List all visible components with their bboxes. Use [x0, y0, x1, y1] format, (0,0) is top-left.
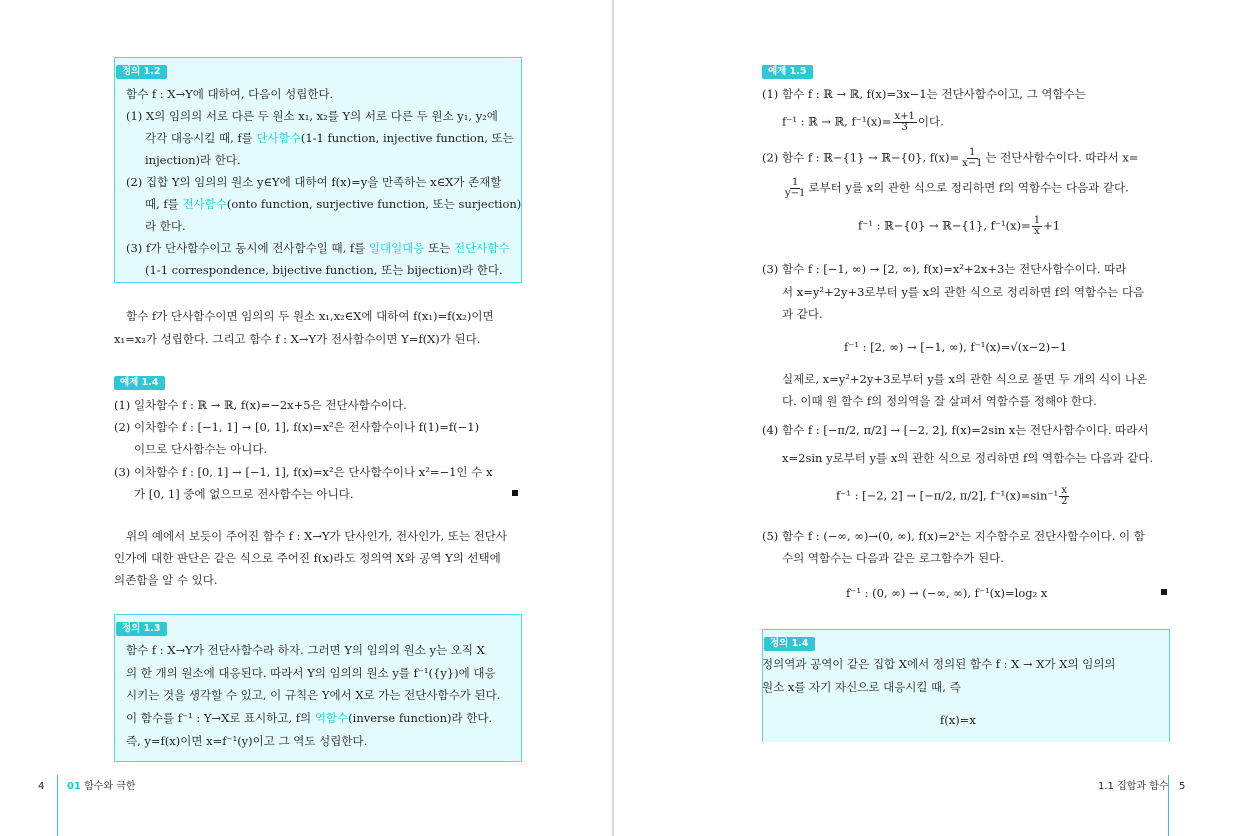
paragraph-line: 위의 예에서 보듯이 주어진 함수 f : X→Y가 단사인가, 전사인가, 또는 전단사 [126, 529, 508, 543]
chapter-title: 함수와 극한 [84, 781, 136, 792]
term-inverse-function: 역함수 [314, 711, 349, 725]
example-1-4-tag: 예제 1.4 [114, 376, 165, 390]
fraction: $\frac{x}{2}$ [1061, 485, 1068, 507]
left-page [0, 0, 612, 836]
footer-rule [57, 775, 58, 836]
ex14-line: (2) 이차함수 f : [−1, 1] → [0, 1], f(x)=x²은 전사함수이나 f(1)=f(−1) [114, 420, 480, 434]
display-equation: f(x)=x [940, 713, 976, 727]
ex15-line: 다. 이때 원 함수 f의 정의역을 잘 살펴서 역함수를 정해야 한다. [782, 394, 1097, 408]
right-page [614, 0, 1236, 836]
fraction: $\frac{1}{x}$ [1033, 215, 1041, 237]
end-of-proof-mark [1161, 589, 1167, 595]
fraction: $\frac{1}{y-1}$ [785, 177, 806, 199]
page-number: 5 [1179, 781, 1186, 792]
definition-1-3-tag: 정의 1.3 [116, 622, 167, 636]
definition-1-4-tag: 정의 1.4 [764, 637, 815, 651]
display-equation: f⁻¹ : [2, ∞) → [−1, ∞), f⁻¹(x)=√(x−2)−1 [844, 340, 1068, 354]
def12-line: 때, f를 전사함수(onto function, surjective function, 또는 surjection) [145, 197, 522, 211]
paragraph-line: 인가에 대한 판단은 같은 식으로 주어진 f(x)라도 정의역 X와 공역 Y의 선택에 [114, 551, 501, 565]
term-surjective: 전사함수 [182, 197, 227, 211]
definition-1-2-tag: 정의 1.2 [116, 65, 167, 79]
ex15-line: (2) 함수 f : ℝ−{1} → ℝ−{0}, f(x)= $\frac{1}{x-1}$ 는 전단사함수이다. 따라서 x= [762, 147, 1139, 169]
paragraph-line: 함수 f가 단사함수이면 임의의 두 원소 x₁,x₂∈X에 대하여 f(x₁)=f(x₂)이면 [126, 309, 494, 323]
ex15-line: (3) 함수 f : [−1, ∞) → [2, ∞), f(x)=x²+2x+3는 전단사함수이다. 따라 [762, 262, 1127, 276]
paragraph-line: 의존함을 알 수 있다. [114, 573, 218, 587]
section-footer: 1.1 집합과 함수 [1098, 781, 1169, 792]
def13-line: 즉, y=f(x)이면 x=f⁻¹(y)이고 그 역도 성립한다. [126, 734, 368, 748]
def12-line: (1-1 correspondence, bijective function, 또는 bijection)라 한다. [145, 263, 503, 277]
def12-line: injection)라 한다. [145, 153, 241, 167]
page-number: 4 [38, 781, 45, 792]
def12-line: (2) 집합 Y의 임의의 원소 y∈Y에 대하여 f(x)=y을 만족하는 x∈X가 존재할 [126, 175, 502, 189]
def13-line: 의 한 개의 원소에 대응된다. 따라서 Y의 임의의 원소 y를 f⁻¹({y})에 대응 [126, 666, 496, 680]
def12-line: (3) f가 단사함수이고 동시에 전사함수일 때, f를 일대일대응 또는 전단사함수 [126, 241, 510, 255]
def13-line: 시키는 것을 생각할 수 있고, 이 규칙은 Y에서 X로 가는 전단사함수가 된다. [126, 688, 501, 702]
term-bijective: 전단사함수 [453, 241, 510, 255]
def12-line: 라 한다. [145, 219, 186, 233]
ex15-line: $\frac{1}{y-1}$ 로부터 y를 x의 관한 식으로 정리하면 f의 역함수는 다음과 같다. [785, 177, 1129, 199]
paragraph-line: x₁=x₂가 성립한다. 그리고 함수 f : X→Y가 전사함수이면 Y=f(X)가 된다. [114, 332, 481, 346]
ex15-line: 과 같다. [782, 307, 823, 321]
ex15-line: (1) 함수 f : ℝ → ℝ, f(x)=3x−1는 전단사함수이고, 그 역함수는 [762, 87, 1086, 101]
fraction: $\frac{x+1}{3}$ [894, 111, 915, 133]
def13-line: 이 함수를 f⁻¹ : Y→X로 표시하고, f의 역함수(inverse function)라 한다. [126, 711, 493, 725]
def14-line: 원소 x를 자기 자신으로 대응시킬 때, 즉 [762, 680, 961, 694]
chapter-number: 01 [67, 781, 81, 792]
end-of-proof-mark [512, 490, 518, 496]
def12-line: (1) X의 임의의 서로 다른 두 원소 x₁, x₂를 Y의 서로 다른 두 원소 y₁, y₂에 [126, 109, 498, 123]
fraction: $\frac{1}{x-1}$ [962, 147, 983, 169]
ex15-line: (5) 함수 f : (−∞, ∞)→(0, ∞), f(x)=2ˣ는 지수함수로 전단사함수이다. 이 함 [762, 529, 1145, 543]
ex15-line: 수의 역함수는 다음과 같은 로그함수가 된다. [782, 551, 1004, 565]
ex15-line: 실제로, x=y²+2y+3로부터 y를 x의 관한 식으로 풀면 두 개의 식이 나온 [782, 372, 1148, 386]
term-one-to-one: 일대일대응 [368, 241, 425, 255]
ex15-line: 서 x=y²+2y+3로부터 y를 x의 관한 식으로 정리하면 f의 역함수는 다음 [782, 285, 1145, 299]
ex14-line: (3) 이차함수 f : [0, 1] → [−1, 1], f(x)=x²은 단사함수이나 x²=−1인 수 x [114, 465, 493, 479]
example-1-5-tag: 예제 1.5 [762, 65, 813, 79]
display-equation: f⁻¹ : ℝ−{0} → ℝ−{1}, f⁻¹(x)= $\frac{1}{x}$ +1 [858, 215, 1061, 237]
def12-line: 함수 f : X→Y에 대하여, 다음이 성립한다. [126, 87, 334, 101]
term-injective: 단사함수 [256, 131, 301, 145]
ex14-line: 이므로 단사함수는 아니다. [134, 442, 268, 456]
chapter-footer [67, 780, 136, 794]
display-equation: f⁻¹ : [−2, 2] → [−π/2, π/2], f⁻¹(x)=sin⁻¹ $\frac{x}{2}$ [836, 485, 1068, 507]
ex15-line: (4) 함수 f : [−π/2, π/2] → [−2, 2], f(x)=2sin x는 전단사함수이다. 따라서 [762, 423, 1149, 437]
ex14-line: (1) 일차함수 f : ℝ → ℝ, f(x)=−2x+5은 전단사함수이다. [114, 398, 407, 412]
def13-line: 함수 f : X→Y가 전단사함수라 하자. 그러면 Y의 임의의 원소 y는 오직 X [126, 643, 485, 657]
ex15-line: x=2sin y로부터 y를 x의 관한 식으로 정리하면 f의 역함수는 다음과 같다. [782, 451, 1153, 465]
ex15-line: f⁻¹ : ℝ → ℝ, f⁻¹(x)= $\frac{x+1}{3}$ 이다. [782, 111, 944, 133]
ex14-line: 가 [0, 1] 중에 없으므로 전사함수는 아니다. [134, 487, 354, 501]
def12-line: 각각 대응시킬 때, f를 단사함수(1-1 function, injective function, 또는 [145, 131, 514, 145]
display-equation: f⁻¹ : (0, ∞) → (−∞, ∞), f⁻¹(x)=log₂ x [846, 586, 1048, 600]
def14-line: 정의역과 공역이 같은 집합 X에서 정의된 함수 f : X → X가 X의 임의의 [762, 657, 1116, 671]
